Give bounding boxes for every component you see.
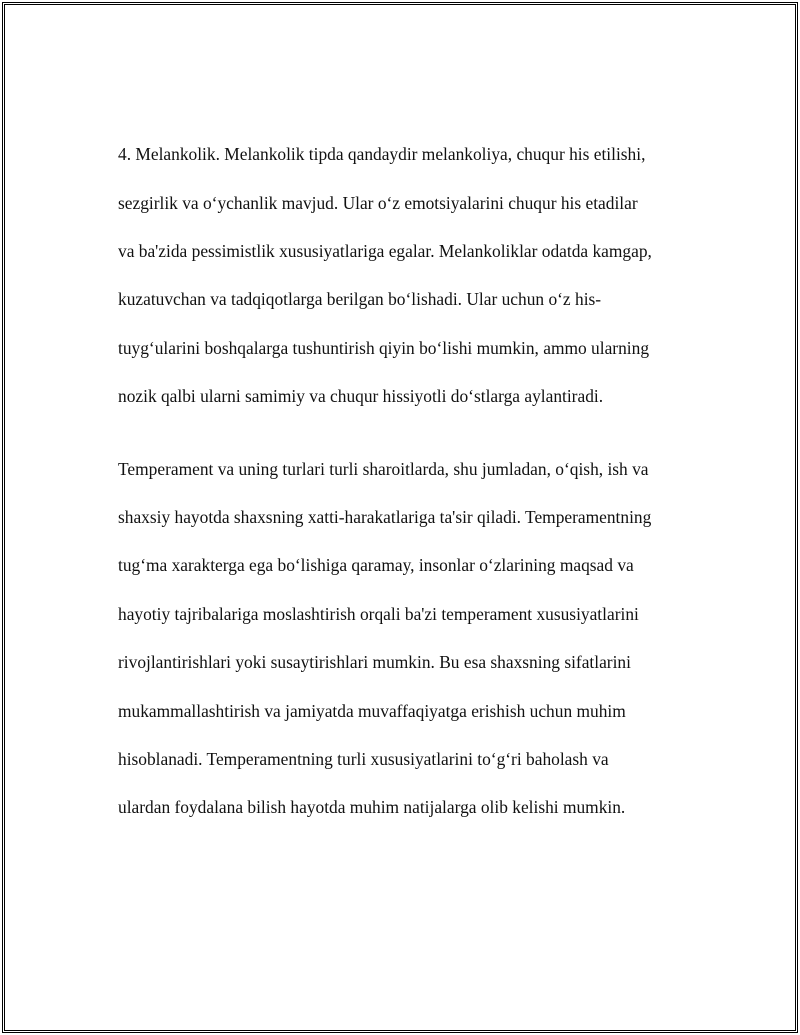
text-line: rivojlantirishlari yoki susaytirishlari mumkin. Bu esa shaxsning sifatlarini bbox=[118, 652, 631, 673]
text-line: nozik qalbi ularni samimiy va chuqur hissiyotli do‘stlarga aylantiradi. bbox=[118, 386, 604, 407]
text-line: va ba'zida pessimistlik xususiyatlariga egalar. Melankoliklar odatda kamgap, bbox=[118, 241, 652, 262]
text-line: kuzatuvchan va tadqiqotlarga berilgan bo‘lishadi. Ular uchun o‘z his- bbox=[118, 289, 602, 310]
text-line: sezgirlik va o‘ychanlik mavjud. Ular o‘z emotsiyalarini chuqur his etadilar bbox=[118, 192, 638, 213]
document-body bbox=[118, 118, 684, 844]
text-line: tug‘ma xarakterga ega bo‘lishiga qaramay, insonlar o‘zlarining maqsad va bbox=[118, 555, 634, 576]
text-line: ulardan foydalana bilish hayotda muhim natijalarga olib kelishi mumkin. bbox=[118, 797, 626, 818]
text-line: mukammallashtirish va jamiyatda muvaffaqiyatga erishish uchun muhim bbox=[118, 700, 626, 721]
text-line: tuyg‘ularini boshqalarga tushuntirish qiyin bo‘lishi mumkin, ammo ularning bbox=[118, 337, 650, 358]
text-line: shaxsiy hayotda shaxsning xatti-harakatlariga ta'sir qiladi. Temperamentning bbox=[118, 507, 652, 528]
text-line: Temperament va uning turlari turli sharoitlarda, shu jumladan, o‘qish, ish va bbox=[118, 458, 649, 479]
paragraph-temperament bbox=[118, 432, 684, 819]
paragraph-melankolik bbox=[118, 118, 684, 408]
text-line: 4. Melankolik. Melankolik tipda qandaydir melankoliya, chuqur his etilishi, bbox=[118, 144, 646, 165]
text-line: hayotiy tajribalariga moslashtirish orqali ba'zi temperament xususiyatlarini bbox=[118, 603, 639, 624]
text-line: hisoblanadi. Temperamentning turli xususiyatlarini to‘g‘ri baholash va bbox=[118, 749, 609, 770]
